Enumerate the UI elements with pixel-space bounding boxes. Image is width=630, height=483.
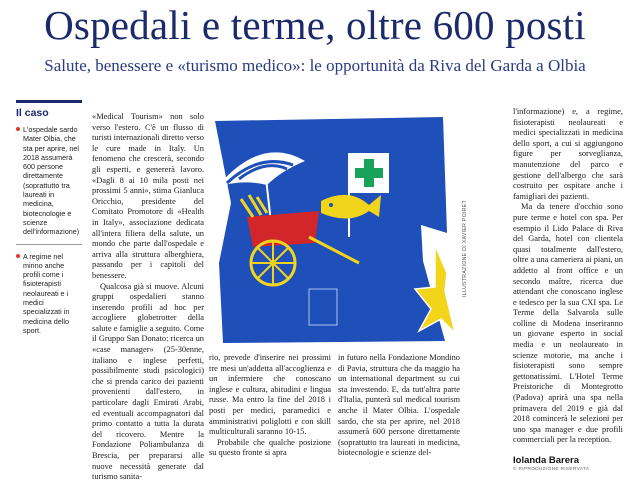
paragraph: Ma da tenere d'occhio sono pure terme e hotel con spa. Per esempio il Lido Palace di Riva del Garda, hotel con clientela quasi totalmente dall'estero, oltre a una cameriera ai piani, un addetto al front office e un secondo maître, ricerca due attendant che conoscano inglese e tedesco per la sua CXI spa. Le Terme della Salvarola sulle colline di Modena inseriranno un giovane esperto in social media e un neolaureato in scienze motorie, ma anche i fisioterapisti sono sempre gettonatissimi. L'Hotel Terme Preistoriche di Montegrotto (Padova) aprirà una spa nella primavera del 2019 e già dal 2018 comincerà le selezioni per uno spa manager e due profili commerciali per la reception. [513, 202, 623, 445]
paragraph: Probabile che qualche posizione su questo fronte si apra [209, 437, 331, 458]
fish-eye [329, 203, 333, 207]
headline: Ospedali e terme, oltre 600 posti [44, 2, 586, 48]
sidebar-rule [16, 100, 82, 103]
article-column-2 [209, 353, 331, 459]
paragraph: l'informazione) e, a regime, fisioterapisti neolaureati e medici specializzati in medicina dello sport, a cui si aggiungono figure per sorveglianza, manutenzione del parco e gestione dell'albergo che sarà costruito per ospitare anche i famigliari dei pazienti. [513, 107, 623, 201]
bullet-icon [16, 254, 20, 258]
sidebar-divider [16, 244, 82, 245]
article-column-1 [92, 112, 204, 483]
sidebar-title: Il caso [16, 107, 49, 119]
illustration [209, 113, 459, 347]
sidebar-box [16, 100, 82, 335]
sidebar-item-text: L'ospedale sardo Mater Olbia, che sta per aprire, nel 2018 assumerà 600 persone direttamente (soprattutto tra laureati in medicina, biotecnologie e scienze dell'informazione) [23, 125, 80, 237]
author-byline: Iolanda Barera [513, 455, 579, 466]
paragraph: in futuro nella Fondazione Mondino di Pavia, struttura che da maggio ha un international department su cui sta investendo. E, da tutt'altra parte d'Italia, punterà sul medical tourism anche il Mater Olbia. L'ospedale sardo, che sta per aprire, nel 2018 assumerà 600 persone direttamente (soprattutto tra laureati in medicina, biotecnologie e scienze del- [338, 353, 460, 458]
illustration-artwork [209, 113, 459, 347]
paragraph: «Medical Tourism» non solo verso l'estero. C'è un flusso di turisti internazionali diretto verso le cure made in Italy. Un fenomeno che crescerà, secondo gli esperti, e genererà lavoro. «Dagli 8 ai 10 mila posti nei prossimi 5 anni», stima Gianluca Oricchio, presidente del Comitato Promotore di «Health in Italy», associazione dedicata all'intera filiera della salute, un mondo che parte dall'ospedale e arriva alla struttura alberghiera, passando per i capitoli del benessere. [92, 112, 204, 280]
article-column-3 [338, 353, 460, 459]
paragraph: Qualcosa già si muove. Alcuni gruppi ospedalieri stanno inserendo profili ad hoc per accogliere globetrotter della salute e famiglie a seguito. Come il Gruppo San Donato: ricerca un «case manager» (25-30enne, italiano e inglese perfetti, possibilmente studi psicologici) che si prenda carico dei pazienti provenienti dall'estero, in particolare dagli Emirati Arabi, ed eventuali accompagnatori dal primo contatto a tutta la durata del ricovero. Mentre la Fondazione Poliambulanza di Brescia, per prepararsi alle nuove necessità generate dal turismo sanita- [92, 281, 204, 482]
cart-icon [247, 211, 319, 247]
subheadline: Salute, benessere e «turismo medico»: le opportunità da Riva del Garda a Olbia [44, 56, 586, 75]
paragraph: rio, prevede d'inserire nei prossimi tre mesi un'addetta all'accoglienza e un infermiere che conoscano inglese e cultura, abitudini e lingua russe. Ma entro la fine del 2018 i posti per medici, paramedici e amministrativi poliglotti e con skill multiculturali saranno 10-15. [209, 353, 331, 437]
illustration-credit: ILLUSTRAZIONE DI XAVIER POIRET [462, 200, 468, 298]
sidebar-item-text: A regime nel mirino anche profili come i fisioterapisti neolaureati e i medici specializzati in medicina dello sport. [23, 251, 70, 335]
copyright-notice: © RIPRODUZIONE RISERVATA [513, 467, 590, 472]
sidebar-item [16, 252, 82, 336]
sidebar-item [16, 125, 82, 237]
bullet-icon [16, 127, 20, 131]
green-cross-icon [355, 168, 383, 178]
article-column-4 [513, 107, 623, 446]
